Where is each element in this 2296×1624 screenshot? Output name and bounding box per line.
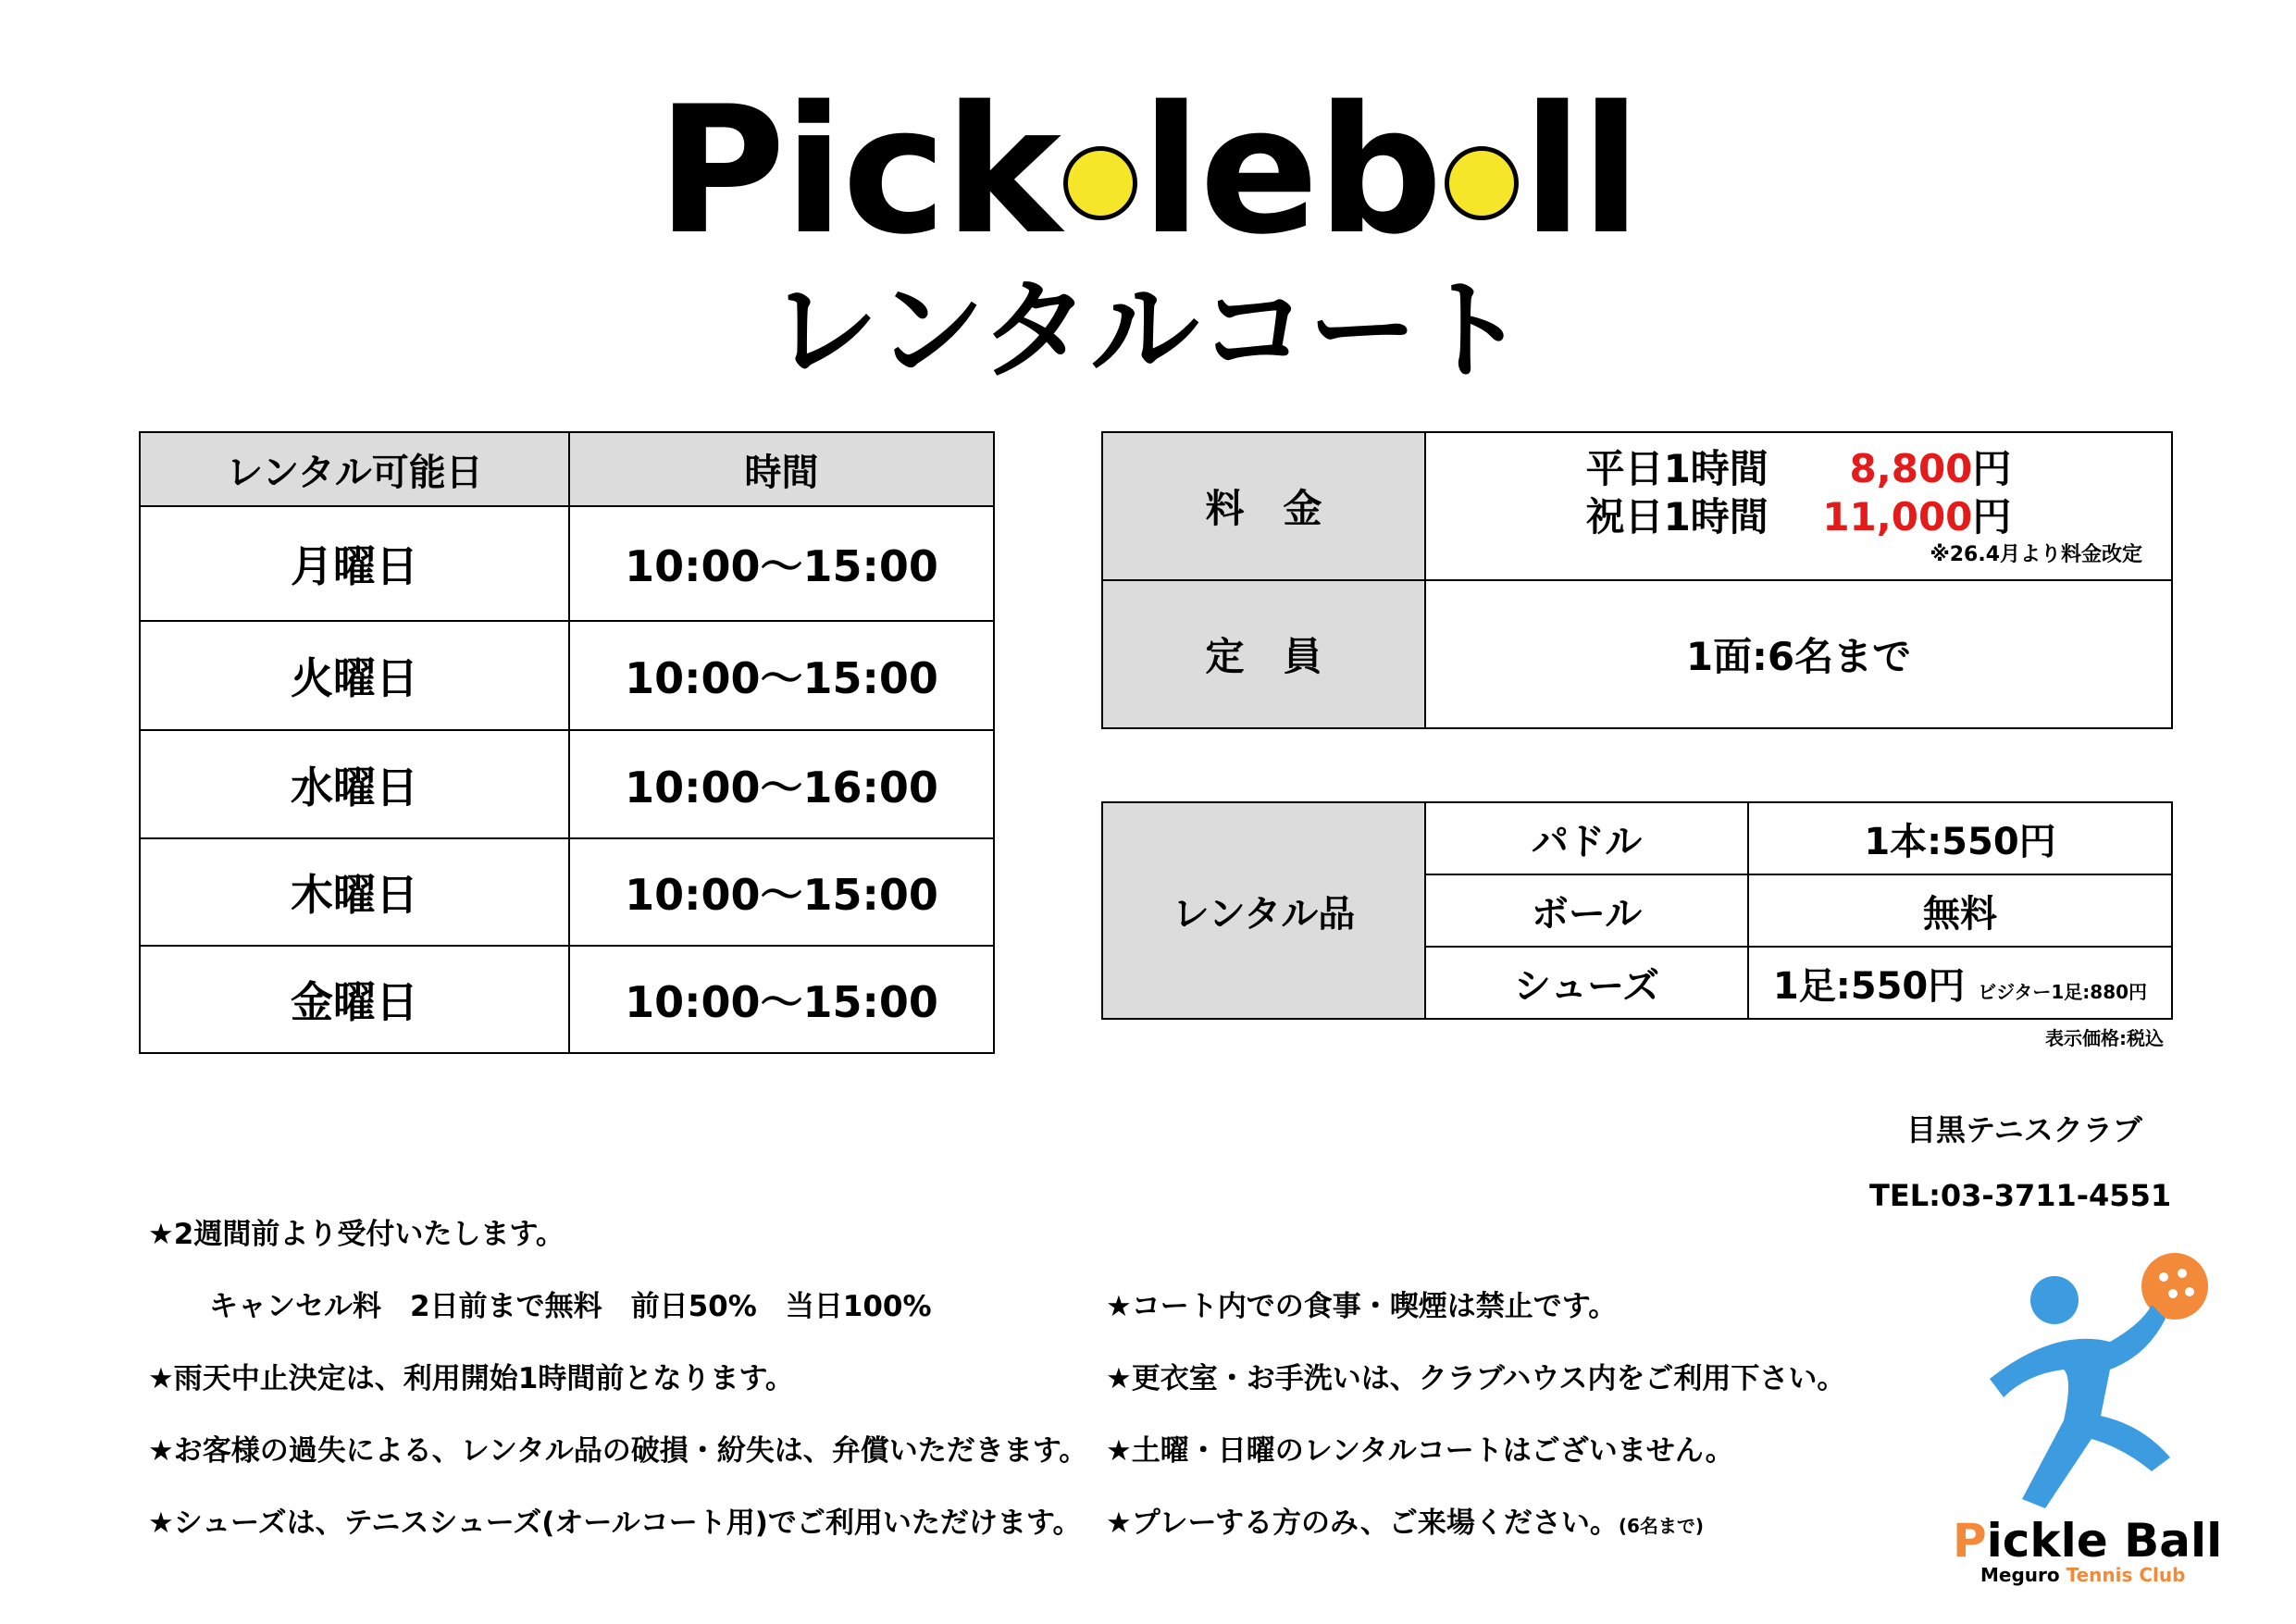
time-cell: 10:00〜15:00 xyxy=(569,838,994,946)
fee-label: 料 金 xyxy=(1102,432,1425,580)
note-item xyxy=(1106,1499,1704,1541)
holiday-label: 祝日1時間 xyxy=(1585,494,1769,540)
table-row xyxy=(140,730,994,838)
weekday-label: 平日1時間 xyxy=(1585,445,1769,491)
note-text: ★プレーする方のみ、ご来場ください。 xyxy=(1106,1506,1619,1540)
ball-icon xyxy=(1063,146,1137,220)
ball-icon xyxy=(1445,146,1519,220)
yen-unit: 円 xyxy=(1972,445,2012,491)
capacity-label: 定 員 xyxy=(1102,580,1425,728)
tax-note: 表示価格:税込 xyxy=(2045,1027,2164,1049)
note-item: キャンセル料 2日前まで無料 前日50% 当日100% xyxy=(209,1290,932,1323)
rental-item-price: 無料 xyxy=(1748,874,2172,947)
day-cell: 金曜日 xyxy=(140,946,569,1053)
time-cell: 10:00〜15:00 xyxy=(569,621,994,730)
page-subtitle: レンタルコート xyxy=(769,267,1527,394)
day-cell: 木曜日 xyxy=(140,838,569,946)
rental-label: レンタル品 xyxy=(1102,802,1425,1019)
table-row xyxy=(140,946,994,1053)
rental-item-name: ボール xyxy=(1425,874,1748,947)
rental-item-name: パドル xyxy=(1425,802,1748,874)
note-item: ★更衣室・お手洗いは、クラブハウス内をご利用下さい。 xyxy=(1106,1362,1846,1395)
rental-item-price: 1足:550円 xyxy=(1772,964,1966,1008)
column-header-time: 時間 xyxy=(569,432,994,506)
time-cell: 10:00〜16:00 xyxy=(569,730,994,838)
rental-table xyxy=(1101,801,2173,1020)
day-cell: 月曜日 xyxy=(140,506,569,621)
capacity-value: 1面:6名まで xyxy=(1425,580,2172,728)
schedule-table xyxy=(139,431,995,1054)
rental-item-name: シューズ xyxy=(1425,947,1748,1019)
day-cell: 水曜日 xyxy=(140,730,569,838)
rental-item-price: 1本:550円 xyxy=(1748,802,2172,874)
logo-brand: Pickle Ball xyxy=(1953,1514,2223,1568)
holiday-price: 11,000 xyxy=(1822,494,1973,540)
note-item: ★土曜・日曜のレンタルコートはございません。 xyxy=(1106,1434,1734,1468)
table-row xyxy=(140,621,994,730)
club-name: 目黒テニスクラブ xyxy=(1906,1112,2142,1147)
yen-unit: 円 xyxy=(1972,494,2012,540)
note-item: ★雨天中止決定は、利用開始1時間前となります。 xyxy=(148,1362,794,1395)
visitor-price-note: ビジター1足:880円 xyxy=(1978,980,2148,1003)
column-header-day: レンタル可能日 xyxy=(140,432,569,506)
phone-number: TEL:03-3711-4551 xyxy=(1869,1178,2172,1213)
note-item: ★シューズは、テニスシューズ(オールコート用)でご利用いただけます。 xyxy=(148,1506,1082,1540)
fee-values xyxy=(1425,432,2172,580)
note-item: ★お客様の過失による、レンタル品の破損・紛失は、弁償いただきます。 xyxy=(148,1434,1088,1468)
table-row xyxy=(140,838,994,946)
note-suffix: (6名まで) xyxy=(1618,1515,1705,1537)
fee-table xyxy=(1101,431,2173,729)
time-cell: 10:00〜15:00 xyxy=(569,506,994,621)
table-row xyxy=(140,506,994,621)
note-item: ★2週間前より受付いたします。 xyxy=(148,1218,565,1251)
note-item: ★コート内での食事・喫煙は禁止です。 xyxy=(1106,1290,1618,1323)
rental-item-price-cell xyxy=(1748,947,2172,1019)
time-cell: 10:00〜15:00 xyxy=(569,946,994,1053)
player-icon xyxy=(1953,1240,2230,1518)
revision-note: ※26.4月より料金改定 xyxy=(1930,542,2142,566)
day-cell: 火曜日 xyxy=(140,621,569,730)
weekday-price: 8,800 xyxy=(1849,445,1973,491)
club-logo xyxy=(1953,1240,2230,1586)
logo-tagline: Meguro Tennis Club xyxy=(1980,1564,2186,1586)
page-title: Pick leb ll xyxy=(656,68,1640,273)
